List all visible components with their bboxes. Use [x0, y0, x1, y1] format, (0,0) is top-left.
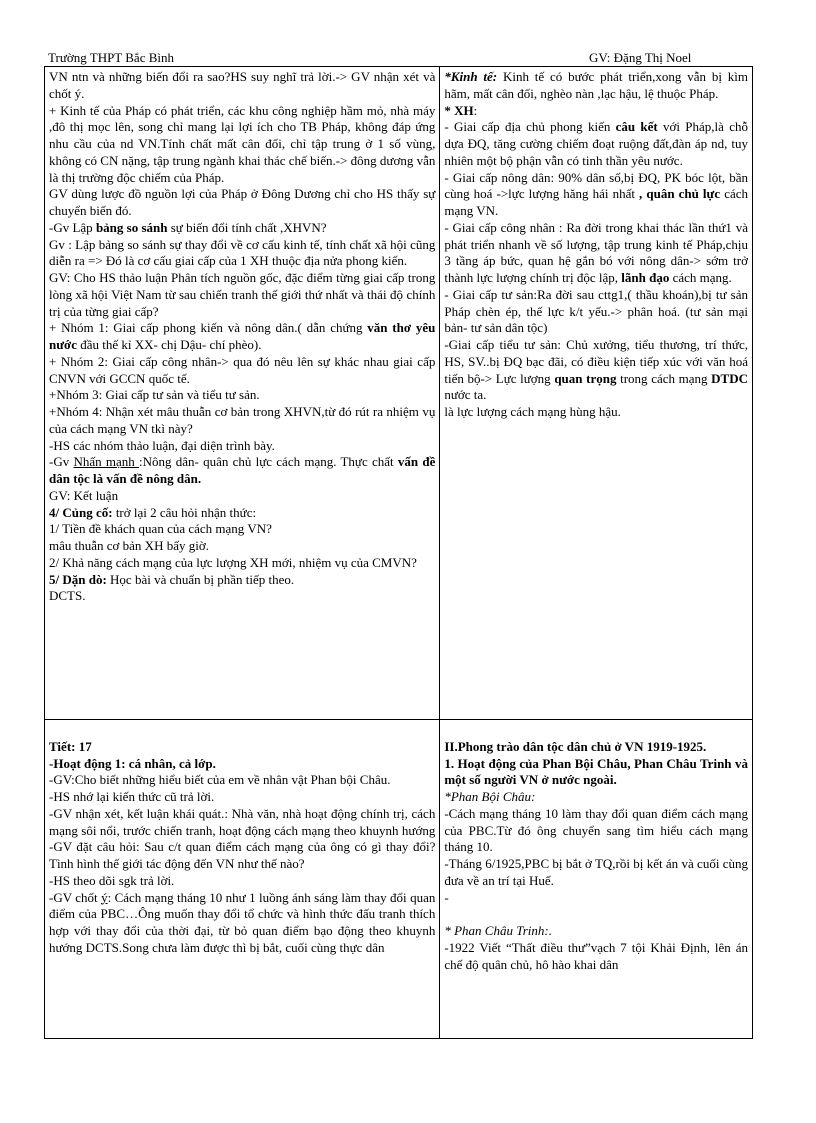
paragraph: -GV nhận xét, kết luận khái quát.: Nhà văn, nhà hoạt động chính trị, cách mạng sôi nổi, trước chiến tranh, hoạt động cách mạng theo khuynh hướng -GV đặt câu hỏi: Sau c/t quan điểm cách mạng của ông có gì thay đổi?Tình hình thế giới tác động đến VN như thế nào?: [49, 805, 436, 871]
school-name: Trường THPT Bắc Bình: [48, 50, 175, 65]
lesson-table: [44, 66, 753, 1039]
paragraph: GV dùng lược đồ nguồn lợi của Pháp ở Đông Dương chỉ cho HS thấy sự chuyển biến đó.: [49, 186, 436, 218]
paragraph: + Nhóm 2: Giai cấp công nhân-> qua đó nêu lên sự khác nhau giai cấp CNVN với GCCN quốc tế.: [49, 353, 436, 386]
paragraph: -HS các nhóm thảo luận, đại diện trình bày.: [49, 437, 275, 453]
paragraph: -GV chốt ý: Cách mạng tháng 10 như 1 luồng ánh sáng làm thay đổi quan điểm của PBC…Ông muốn thay đổi tổ chức và hình thức đấu tranh thích hợp với thay đổi của thời đại, từ bỏ quan điểm bạo động theo khuynh hướng DCTS.Song chưa làm được thì bị bắt, cuối cùng thực dân: [49, 889, 436, 955]
paragraph: -HS nhớ lại kiến thức cũ trả lời.: [49, 789, 215, 804]
content-notes-cell: [440, 720, 753, 1039]
paragraph: GV: Cho HS thảo luận Phân tích nguồn gốc, đặc điểm từng giai cấp trong lòng xã hội Việt Nam từ sau chiến tranh thế giới thứ nhất và thái độ chính trị của từng giai cấp?: [49, 270, 436, 319]
paragraph: 4/ Củng cố: trở lại 2 câu hỏi nhận thức:: [49, 504, 257, 520]
paragraph: -Tháng 6/1925,PBC bị bắt ở TQ,rồi bị kết án và cuối cùng đưa về an trí tại Huế.: [444, 856, 748, 888]
paragraph: DCTS.: [49, 588, 86, 604]
paragraph: +Nhóm 3: Giai cấp tư sản và tiểu tư sản.: [49, 387, 260, 403]
paragraph: -HS theo dõi sgk trả lời.: [49, 872, 175, 888]
table-row: [45, 720, 753, 1039]
table-row: [45, 67, 753, 720]
paragraph: *Phan Bội Châu:: [444, 789, 536, 804]
paragraph: -Hoạt động 1: cá nhân, cả lớp.: [49, 755, 216, 771]
paragraph: 1. Hoạt động của Phan Bội Châu, Phan Châu Trinh và một số người VN ở nước ngoài.: [444, 755, 748, 788]
paragraph: + Kinh tế của Pháp có phát triển, các khu công nghiệp hầm mỏ, nhà máy ,đô thị mọc lên, song chỉ mang lại lợi ích cho TB Pháp, không đáp ứng nhu cầu của nd VN.Tính chất mất cân đối, chỉ tập trung ở 1 số vùng, không có CN nặng, tập trung ngành khai thác chế biến.-> đông dương vẫn là thị trường độc chiếm của Pháp.: [49, 102, 436, 185]
paragraph: [444, 906, 748, 923]
paragraph: 2/ Khả năng cách mạng của lực lượng XH mới, nhiệm vụ của CMVN?: [49, 554, 417, 570]
paragraph: GV: Kết luận: [49, 487, 119, 503]
paragraph: -Gv Nhấn mạnh :Nông dân- quân chủ lực cách mạng. Thực chất vấn đề dân tộc là vấn đề nông dân.: [49, 454, 436, 486]
paragraph: là lực lượng cách mạng hùng hậu.: [444, 404, 621, 419]
paragraph: Gv : Lập bảng so sánh sự thay đổi về cơ cấu kinh tế, tính chất xã hội cũng diễn ra => Đó là cơ cấu giai cấp của 1 XH thuộc địa nửa phong kiến.: [49, 236, 436, 269]
paragraph: - Giai cấp tư sản:Ra đời sau cttg1,( thầu khoán),bị tư sản Pháp chèn ép, thế lực k/t yếu.-> phân hoá. (tư sản mại bản- tư sản dân tộc): [444, 286, 748, 336]
paragraph: -Giai cấp tiểu tư sản: Chủ xưởng, tiểu thương, trí thức, HS, SV..bị ĐQ bạc đãi, có điều kiện tiếp xúc với văn hoá tiến bộ-> Lực lượng quan trọng trong cách mạng DTDC nước ta.: [444, 337, 748, 403]
paragraph: - Giai cấp công nhân : Ra đời trong khai thác lần thứ1 và phát triển nhanh về số lượng, tập trung kinh tế Pháp,chịu 3 tầng áp bức, quan hệ gắn bó với nông dân-> sớm trở thành lực lượng chính trị độc lập, lãnh đạo cách mạng.: [444, 219, 748, 285]
paragraph: -: [444, 889, 449, 905]
teacher-activities-cell: [45, 720, 440, 1039]
paragraph: -Cách mạng tháng 10 làm thay đổi quan điểm cách mạng của PBC.Từ đó ông chuyển sang tìm hiểu cách mạng tháng 10.: [444, 805, 748, 855]
paragraph: 1/ Tiền đề khách quan của cách mạng VN?: [49, 521, 272, 537]
paragraph: mâu thuẫn cơ bản XH bấy giờ.: [49, 538, 209, 553]
paragraph: 5/ Dặn dò: Học bài và chuẩn bị phần tiếp theo.: [49, 571, 295, 587]
teacher-name: GV: Đặng Thị Noel: [589, 50, 692, 65]
paragraph: II.Phong trào dân tộc dân chủ ở VN 1919-1925.: [444, 738, 707, 754]
paragraph: +Nhóm 4: Nhận xét mâu thuẫn cơ bản trong XHVN,từ đó rút ra nhiệm vụ của cách mạng VN tkì này?: [49, 404, 436, 436]
teacher-activities-cell: [45, 67, 440, 720]
paragraph: Tiết: 17: [49, 738, 92, 754]
paragraph: -GV:Cho biết những hiểu biết của em về nhân vật Phan bội Châu.: [49, 772, 391, 788]
paragraph: + Nhóm 1: Giai cấp phong kiến và nông dân.( dẫn chứng văn thơ yêu nước đầu thế kỉ XX- chị Dậu- chí phèo).: [49, 320, 436, 352]
paragraph: *Kinh tế: Kinh tế có bước phát triển,xong vẫn bị kìm hãm, mất cân đối, nghèo nàn ,lạc hậu, lệ thuộc Pháp.: [444, 69, 748, 101]
paragraph: VN ntn và những biến đổi ra sao?HS suy nghĩ trả lời.-> GV nhận xét và chốt ý.: [49, 69, 436, 101]
paragraph: -1922 Viết “Thất điều thư”vạch 7 tội Khải Định, lên án chế độ quân chủ, hô hào khai dân: [444, 939, 748, 972]
content-notes-cell: [440, 67, 753, 720]
page-header: [48, 50, 753, 66]
paragraph: -Gv Lập bảng so sánh sự biến đổi tính chất ,XHVN?: [49, 219, 327, 235]
paragraph: - Giai cấp nông dân: 90% dân số,bị ĐQ, PK bóc lột, bần cùng hoá ->lực lượng hăng hái nhất , quân chủ lực cách mạng VN.: [444, 169, 749, 218]
paragraph: - Giai cấp địa chủ phong kiến câu kết với Pháp,là chỗ dựa ĐQ, tăng cường chiếm đoạt ruộng đất,đàn áp nd, tuy nhiên một bộ phận vẫn có tinh thần yêu nước.: [444, 119, 748, 168]
paragraph: * XH:: [444, 102, 478, 118]
paragraph: * Phan Châu Trinh:.: [444, 923, 552, 938]
